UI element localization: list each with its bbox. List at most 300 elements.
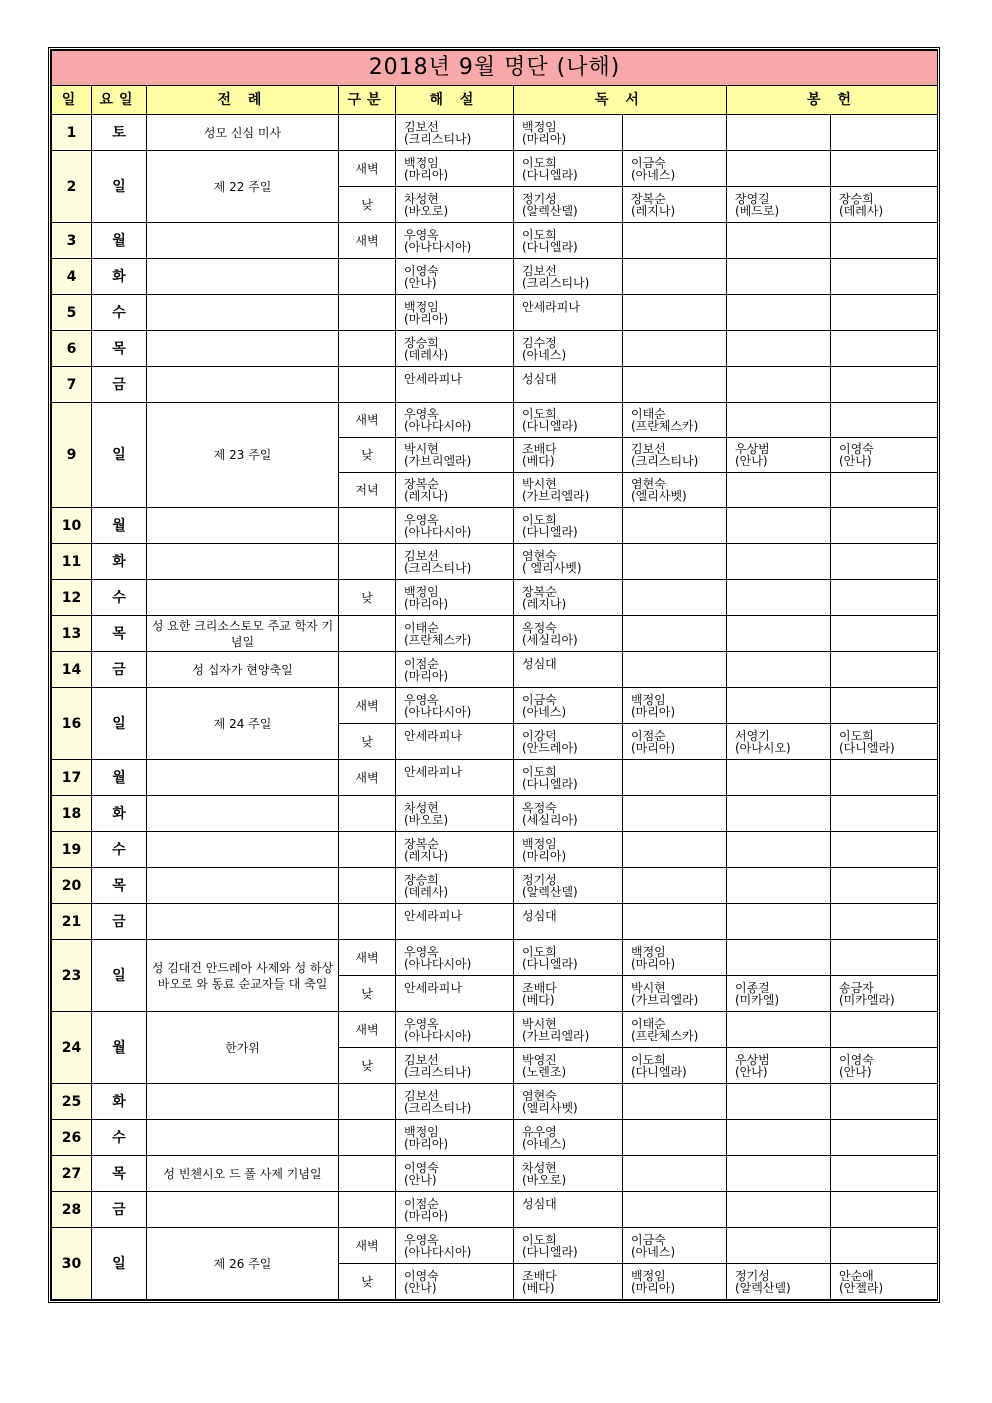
service-cell [339, 295, 396, 331]
name-cell [831, 1120, 938, 1156]
service-cell [339, 115, 396, 151]
baptismal-name [735, 133, 827, 145]
header-liturgy: 전 례 [147, 86, 339, 115]
person-name [839, 265, 934, 277]
person-name [735, 766, 827, 778]
baptismal-name [839, 277, 934, 289]
person-name: 박영진 [522, 1052, 557, 1067]
person-name: 장승희 [404, 335, 439, 350]
name-cell [396, 724, 514, 760]
person-name: 백정임 [631, 944, 666, 959]
name-cell [727, 187, 831, 223]
baptismal-name [631, 634, 723, 646]
person-name: 이영숙 [404, 263, 439, 278]
liturgy-cell [147, 1120, 339, 1156]
baptismal-name [839, 598, 934, 610]
person-name: 조배다 [522, 980, 557, 995]
name-cell [727, 1048, 831, 1084]
baptismal-name [631, 1210, 723, 1222]
baptismal-name [631, 133, 723, 145]
liturgy-cell [147, 904, 339, 940]
name-cell [623, 1264, 727, 1300]
person-name: 우영옥 [404, 407, 439, 421]
name-cell [514, 688, 623, 724]
weekday-cell: 일 [92, 151, 147, 223]
service-cell: 새벽 [339, 1228, 396, 1264]
day-cell: 18 [52, 796, 92, 832]
name-cell [727, 1084, 831, 1120]
baptismal-name: (알렉산델) [735, 1280, 791, 1295]
baptismal-name [735, 1138, 827, 1150]
service-cell: 낮 [339, 1264, 396, 1300]
person-name: 우영옥 [404, 944, 439, 959]
person-name: 안세라피나 [404, 728, 462, 743]
baptismal-name [735, 886, 827, 898]
person-name: 정기성 [522, 191, 557, 206]
baptismal-name: (세실리아) [522, 812, 578, 827]
name-cell [396, 1192, 514, 1228]
name-cell [623, 151, 727, 187]
person-name [735, 838, 827, 850]
name-cell [727, 976, 831, 1012]
baptismal-name [522, 313, 619, 325]
baptismal-name [839, 778, 934, 790]
day-cell: 7 [52, 367, 92, 403]
person-name [735, 946, 827, 958]
schedule-table [51, 50, 938, 1300]
person-name: 이점순 [631, 728, 666, 743]
baptismal-name [522, 385, 619, 397]
name-cell [514, 367, 623, 403]
person-name [735, 550, 827, 562]
name-cell [831, 403, 938, 438]
name-cell [831, 832, 938, 868]
liturgy-cell: 성 십자가 현양축일 [147, 652, 339, 688]
baptismal-name: (안드레아) [522, 740, 578, 755]
name-cell [831, 1192, 938, 1228]
name-cell [727, 1264, 831, 1300]
baptismal-name [839, 886, 934, 898]
person-name [631, 622, 723, 634]
name-cell [623, 367, 727, 403]
day-cell: 1 [52, 115, 92, 151]
weekday-cell: 화 [92, 544, 147, 580]
name-cell [514, 616, 623, 652]
baptismal-name: (안나) [735, 454, 768, 468]
person-name [735, 1018, 827, 1030]
person-name [735, 1162, 827, 1174]
day-cell: 20 [52, 868, 92, 904]
name-cell [514, 473, 623, 508]
baptismal-name [735, 1174, 827, 1186]
name-cell [514, 976, 623, 1012]
name-cell [623, 508, 727, 544]
baptismal-name [839, 1246, 934, 1258]
weekday-cell: 금 [92, 904, 147, 940]
name-cell [514, 1156, 623, 1192]
day-cell: 25 [52, 1084, 92, 1120]
baptismal-name [631, 526, 723, 538]
day-cell: 19 [52, 832, 92, 868]
person-name: 안세라피나 [404, 764, 462, 779]
person-name: 조배다 [522, 442, 557, 456]
weekday-cell: 목 [92, 331, 147, 367]
baptismal-name: (크리스티나) [522, 275, 590, 290]
table-row [52, 940, 938, 976]
baptismal-name: (아나다시아) [404, 239, 472, 254]
name-cell [831, 724, 938, 760]
name-cell [623, 473, 727, 508]
name-cell [727, 868, 831, 904]
person-name [631, 1162, 723, 1174]
person-name [735, 658, 827, 670]
service-cell: 새벽 [339, 223, 396, 259]
baptismal-name [522, 1210, 619, 1222]
baptismal-name: (아네스) [631, 1244, 676, 1259]
baptismal-name [839, 490, 934, 502]
name-cell [514, 223, 623, 259]
day-cell: 28 [52, 1192, 92, 1228]
schedule-body [52, 115, 938, 1300]
person-name: 이점순 [404, 656, 439, 671]
name-cell [831, 223, 938, 259]
person-name: 백정임 [404, 1124, 439, 1139]
name-cell [727, 616, 831, 652]
liturgy-cell: 제 26 주일 [147, 1228, 339, 1300]
name-cell [727, 1228, 831, 1264]
person-name: 이금숙 [631, 155, 666, 170]
baptismal-name: (미카엘라) [839, 992, 895, 1007]
baptismal-name: (다니엘라) [522, 956, 578, 971]
baptismal-name: (다니엘라) [522, 1244, 578, 1259]
service-cell: 새벽 [339, 688, 396, 724]
liturgy-cell [147, 508, 339, 544]
baptismal-name [839, 922, 934, 934]
baptismal-name: (안젤라) [839, 1280, 884, 1295]
service-cell: 낮 [339, 724, 396, 760]
person-name [631, 586, 723, 598]
name-cell [831, 976, 938, 1012]
baptismal-name [839, 169, 934, 181]
liturgy-cell [147, 760, 339, 796]
person-name [631, 910, 723, 922]
name-cell [514, 652, 623, 688]
person-name [735, 337, 827, 349]
baptismal-name [839, 1030, 934, 1042]
name-cell [396, 940, 514, 976]
service-cell [339, 367, 396, 403]
baptismal-name: (안나) [404, 1172, 437, 1187]
name-cell [623, 1228, 727, 1264]
service-cell: 낮 [339, 438, 396, 473]
baptismal-name: (아나다시아) [404, 704, 472, 719]
person-name [631, 1126, 723, 1138]
name-cell [623, 976, 727, 1012]
day-cell: 9 [52, 403, 92, 508]
service-cell: 낮 [339, 976, 396, 1012]
person-name [735, 121, 827, 133]
person-name [839, 157, 934, 169]
baptismal-name [631, 385, 723, 397]
table-row [52, 223, 938, 259]
person-name: 장복순 [522, 584, 557, 599]
baptismal-name [839, 670, 934, 682]
name-cell [727, 688, 831, 724]
baptismal-name [735, 778, 827, 790]
baptismal-name [735, 277, 827, 289]
baptismal-name [735, 922, 827, 934]
name-cell [831, 295, 938, 331]
person-name: 이도희 [522, 512, 557, 527]
name-cell [831, 796, 938, 832]
baptismal-name [735, 850, 827, 862]
baptismal-name: (미카엘) [735, 992, 780, 1007]
person-name [735, 910, 827, 922]
service-cell [339, 868, 396, 904]
name-cell [514, 760, 623, 796]
person-name [735, 265, 827, 277]
baptismal-name: (아네스) [522, 704, 567, 719]
table-row [52, 688, 938, 724]
name-cell [831, 544, 938, 580]
name-cell [396, 1084, 514, 1120]
service-cell [339, 796, 396, 832]
service-cell: 새벽 [339, 940, 396, 976]
baptismal-name: (안나) [839, 454, 872, 468]
baptismal-name: (데레사) [839, 203, 884, 218]
header-reading: 독 서 [514, 86, 727, 115]
person-name [631, 121, 723, 133]
name-cell [623, 1048, 727, 1084]
baptismal-name [631, 1138, 723, 1150]
baptismal-name [631, 562, 723, 574]
table-row [52, 259, 938, 295]
liturgy-cell [147, 832, 339, 868]
liturgy-cell: 성 빈첸시오 드 폴 사제 기념일 [147, 1156, 339, 1192]
person-name: 우영옥 [404, 692, 439, 707]
table-row [52, 1012, 938, 1048]
name-cell [623, 760, 727, 796]
liturgy-cell [147, 580, 339, 616]
service-cell: 새벽 [339, 1012, 396, 1048]
name-cell [514, 403, 623, 438]
baptismal-name [735, 706, 827, 718]
baptismal-name: (마리아) [404, 1208, 449, 1223]
baptismal-name [839, 850, 934, 862]
table-row [52, 760, 938, 796]
baptismal-name [404, 922, 510, 934]
person-name: 김보선 [631, 442, 666, 456]
service-cell [339, 832, 396, 868]
weekday-cell: 화 [92, 259, 147, 295]
name-cell [514, 796, 623, 832]
baptismal-name [839, 420, 934, 432]
person-name: 장복순 [404, 836, 439, 851]
table-row [52, 508, 938, 544]
name-cell [727, 1156, 831, 1192]
baptismal-name: (바오로) [404, 812, 449, 827]
name-cell [396, 688, 514, 724]
baptismal-name: (다니엘라) [522, 419, 578, 433]
baptismal-name [522, 922, 619, 934]
person-name [839, 229, 934, 241]
baptismal-name [631, 886, 723, 898]
day-cell: 27 [52, 1156, 92, 1192]
baptismal-name: (레지나) [522, 596, 567, 611]
person-name [839, 514, 934, 526]
baptismal-name [839, 958, 934, 970]
name-cell [396, 1012, 514, 1048]
baptismal-name: (가브리엘라) [631, 992, 699, 1007]
name-cell [623, 868, 727, 904]
name-cell [831, 473, 938, 508]
person-name: 염현숙 [522, 548, 557, 563]
name-cell [727, 331, 831, 367]
page-title: 2018년 9월 명단 (나해) [52, 51, 938, 86]
service-cell: 저녁 [339, 473, 396, 508]
name-cell [623, 295, 727, 331]
weekday-cell: 월 [92, 508, 147, 544]
person-name: 이도희 [522, 155, 557, 170]
name-cell [831, 438, 938, 473]
baptismal-name [404, 742, 510, 754]
name-cell [831, 151, 938, 187]
name-cell [396, 115, 514, 151]
baptismal-name: (마리아) [631, 704, 676, 719]
baptismal-name: (아나다시아) [404, 956, 472, 971]
name-cell [514, 187, 623, 223]
person-name: 장승희 [404, 872, 439, 887]
baptismal-name: (베다) [522, 992, 555, 1007]
name-cell [623, 403, 727, 438]
person-name [839, 373, 934, 385]
person-name [631, 838, 723, 850]
name-cell [396, 760, 514, 796]
baptismal-name [735, 1102, 827, 1114]
name-cell [727, 904, 831, 940]
service-cell [339, 508, 396, 544]
name-cell [623, 187, 727, 223]
person-name: 이금숙 [522, 692, 557, 707]
person-name [631, 766, 723, 778]
baptismal-name [631, 670, 723, 682]
name-cell [514, 1228, 623, 1264]
liturgy-cell [147, 295, 339, 331]
name-cell [623, 259, 727, 295]
person-name: 이도희 [522, 1232, 557, 1247]
person-name: 성심대 [522, 908, 557, 923]
table-row [52, 1120, 938, 1156]
baptismal-name [735, 241, 827, 253]
table-row [52, 1228, 938, 1264]
service-cell: 낮 [339, 187, 396, 223]
name-cell [727, 580, 831, 616]
person-name: 이도희 [522, 407, 557, 421]
name-cell [623, 904, 727, 940]
person-name [839, 478, 934, 490]
person-name: 이영숙 [839, 1052, 874, 1067]
service-cell [339, 1156, 396, 1192]
person-name [631, 301, 723, 313]
person-name [839, 337, 934, 349]
baptismal-name: (바오로) [522, 1172, 567, 1187]
name-cell [727, 724, 831, 760]
person-name: 이종걸 [735, 980, 770, 995]
person-name: 우영옥 [404, 227, 439, 242]
baptismal-name: (마리아) [404, 668, 449, 683]
name-cell [623, 331, 727, 367]
person-name [631, 874, 723, 886]
name-cell [396, 223, 514, 259]
baptismal-name [735, 526, 827, 538]
name-cell [396, 1048, 514, 1084]
baptismal-name [631, 241, 723, 253]
baptismal-name: (엘리사벳) [631, 489, 687, 503]
person-name [735, 1234, 827, 1246]
baptismal-name [631, 814, 723, 826]
person-name: 이태순 [631, 407, 666, 421]
baptismal-name: (레지나) [404, 848, 449, 863]
name-cell [727, 832, 831, 868]
name-cell [396, 403, 514, 438]
baptismal-name [404, 778, 510, 790]
name-cell [727, 940, 831, 976]
person-name [735, 301, 827, 313]
name-cell [396, 580, 514, 616]
baptismal-name [735, 490, 827, 502]
liturgy-cell [147, 1192, 339, 1228]
name-cell [831, 1012, 938, 1048]
liturgy-cell [147, 544, 339, 580]
person-name: 우상범 [735, 1052, 770, 1067]
baptismal-name: (알렉산델) [522, 884, 578, 899]
person-name [839, 121, 934, 133]
person-name: 안세라피나 [404, 908, 462, 923]
baptismal-name [735, 1030, 827, 1042]
name-cell [831, 616, 938, 652]
name-cell [514, 115, 623, 151]
name-cell [727, 151, 831, 187]
baptismal-name [631, 1174, 723, 1186]
name-cell [727, 115, 831, 151]
baptismal-name: (아나다시아) [404, 524, 472, 539]
table-row [52, 1084, 938, 1120]
person-name: 이도희 [522, 944, 557, 959]
person-name: 차성현 [522, 1160, 557, 1175]
person-name: 박시현 [404, 442, 439, 456]
table-row [52, 331, 938, 367]
name-cell [514, 1192, 623, 1228]
person-name [631, 802, 723, 814]
name-cell [396, 868, 514, 904]
table-row [52, 1192, 938, 1228]
name-cell [396, 1264, 514, 1300]
baptismal-name: (안나) [735, 1064, 768, 1079]
name-cell [514, 580, 623, 616]
header-commentary: 해 설 [396, 86, 514, 115]
name-cell [514, 1012, 623, 1048]
table-row [52, 1156, 938, 1192]
person-name: 박시현 [631, 980, 666, 995]
name-cell [396, 473, 514, 508]
baptismal-name [631, 349, 723, 361]
person-name: 이영숙 [839, 442, 874, 456]
baptismal-name: (가브리엘라) [522, 489, 590, 503]
name-cell [396, 331, 514, 367]
baptismal-name [631, 778, 723, 790]
person-name [631, 265, 723, 277]
person-name [839, 838, 934, 850]
